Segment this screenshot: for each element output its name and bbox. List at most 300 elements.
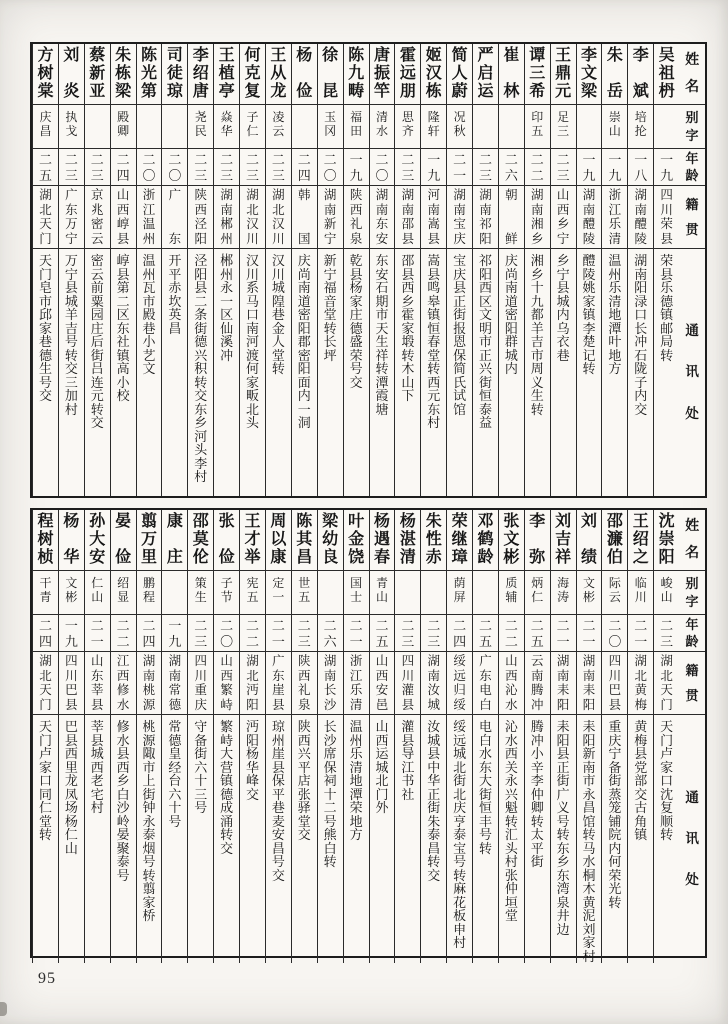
courtesy-name: 殿 卿 [111,105,136,149]
age-value: 二 四 [447,615,472,652]
age-value: 二 四 [33,615,58,652]
contact-address: 修 水 县 西 乡 白 沙 岭 晏 聚 泰 号 [116,719,130,883]
contact-address: 密 云 前 粟 园 庄 后 街 吕 连 元 转 交 [90,253,104,431]
age-value: 一 九 [421,149,446,186]
courtesy-name [577,105,602,149]
contact-address: 郴 州 永 一 区 仙 溪 冲 [220,253,234,363]
age-value: 二 三 [292,615,317,652]
entry-column [265,510,291,963]
person-name: 张 文 彬 [499,510,524,571]
native-place: 绥 远 归 绥 [447,652,472,715]
header-age-label: 年 龄 [679,149,705,186]
native-place: 湖 北 黄 梅 [628,652,653,715]
courtesy-name: 海 涛 [551,571,576,615]
native-place: 湖 南 东 安 [370,186,395,249]
entry-column [291,44,317,496]
person-name: 翦 万 里 [137,510,162,571]
courtesy-name: 峻 山 [654,571,679,615]
person-name: 李 斌 [628,44,653,105]
contact-address: 庆 尚 南 道 密 阳 群 城 内 [504,253,518,377]
person-name: 刘 炎 [59,44,84,105]
contact-address: 崞 县 第 二 区 东 社 镇 高 小 校 [116,253,130,404]
age-value: 二 一 [266,615,291,652]
age-value: 二 〇 [162,149,187,186]
contact-address: 东 安 石 期 市 天 生 祥 转 潭 霞 塘 [375,253,389,417]
native-place: 陕 西 礼 泉 [344,186,369,249]
contact-address: 宝 庆 县 正 街 报 恩 保 简 氏 试 馆 [453,253,467,417]
contact-address: 巴 县 西 里 龙 凤 场 杨 仁 山 [64,719,78,856]
entry-column [369,510,395,963]
native-place: 广 东 [162,186,187,249]
age-value: 一 九 [344,149,369,186]
contact-address: 沁 水 西 关 永 兴 魁 转 汇 头 村 张 仲 垣 堂 [504,719,518,924]
age-value: 二 一 [577,615,602,652]
contact-address: 温 州 乐 清 地 潭 荣 地 方 [349,719,363,843]
entry-column [317,44,343,496]
contact-address: 邵 县 西 乡 霍 家 塅 转 木 山 下 [401,253,415,404]
entry-column [187,510,213,963]
native-place: 湖 南 长 沙 [318,652,343,715]
native-place: 四 川 灌 县 [395,652,420,715]
courtesy-name: 鹏 程 [137,571,162,615]
entry-column [161,44,187,496]
entry-column [136,510,162,963]
entry-column [32,510,58,963]
age-value: 一 八 [628,149,653,186]
entry-column [58,44,84,496]
age-value: 一 九 [162,615,187,652]
native-place: 广 东 电 白 [473,652,498,715]
header-column [679,44,705,496]
header-native-place-label: 籍 贯 [679,652,705,715]
entry-column [213,510,239,963]
contact-address: 常 德 皇 经 台 六 十 号 [168,719,182,829]
entry-column [394,510,420,963]
age-value: 二 二 [240,615,265,652]
age-value: 一 九 [602,149,627,186]
native-place: 广 东 万 宁 [59,186,84,249]
age-value: 二 〇 [214,615,239,652]
courtesy-name [499,105,524,149]
person-name: 李 弥 [525,510,550,571]
age-value: 二 三 [473,149,498,186]
native-place: 广 东 崖 县 [266,652,291,715]
header-name-label: 姓 名 [679,44,705,105]
courtesy-name: 凌 云 [266,105,291,149]
contact-address: 琼 州 崖 县 保 平 巷 麦 安 昌 号 交 [271,719,285,883]
age-value: 二 六 [499,149,524,186]
entry-column [601,510,627,963]
age-value: 二 三 [59,149,84,186]
person-name: 姬 汉 栋 [421,44,446,105]
header-age-label: 年 龄 [679,615,705,652]
native-place: 湖 南 郴 州 [214,186,239,249]
person-name: 杨 遇 春 [370,510,395,571]
person-name: 陈 九 畴 [344,44,369,105]
entry-column [446,44,472,496]
contact-address: 嵩 县 鸣 皋 镇 恒 春 堂 转 西 元 东 村 [427,253,441,431]
age-value: 二 一 [85,615,110,652]
person-name: 张 俭 [214,510,239,571]
age-value: 二 五 [370,615,395,652]
contact-address: 泾 阳 县 二 条 街 德 兴 积 转 交 东 乡 河 头 李 村 [194,253,208,485]
age-value: 二 四 [137,615,162,652]
header-native-place-label: 籍 贯 [679,186,705,249]
header-column [679,510,705,963]
courtesy-name: 隆 轩 [421,105,446,149]
entry-column [110,510,136,963]
entry-column [472,510,498,963]
native-place: 湖 北 沔 阳 [240,652,265,715]
entry-column [84,510,110,963]
contact-address: 温 州 瓦 市 殿 巷 小 艺 文 [142,253,156,377]
native-place: 山 西 沁 水 [499,652,524,715]
native-place: 湖 南 宝 庆 [447,186,472,249]
native-place: 山 西 安 邑 [370,652,395,715]
courtesy-name: 庆 昌 [33,105,58,149]
native-place: 山 西 乡 宁 [551,186,576,249]
person-name: 王 植 亭 [214,44,239,105]
native-place: 陕 西 泾 阳 [188,186,213,249]
person-name: 邵 莫 伦 [188,510,213,571]
courtesy-name: 绍 显 [111,571,136,615]
courtesy-name [654,105,679,149]
contact-address: 莘 县 城 西 老 宅 村 [90,719,104,816]
age-value: 二 五 [33,149,58,186]
contact-address: 桃 源 陬 市 上 街 钟 永 泰 烟 号 转 翦 家 桥 [142,719,156,924]
contact-address: 繁 峙 大 营 镇 德 成 涌 转 交 [220,719,234,856]
entry-column [239,44,265,496]
age-value: 二 五 [473,615,498,652]
person-name: 崔 林 [499,44,524,105]
entry-column [653,510,679,963]
courtesy-name: 清 水 [370,105,395,149]
native-place: 四 川 巴 县 [59,652,84,715]
person-name: 荣 继 璋 [447,510,472,571]
courtesy-name: 况 秋 [447,105,472,149]
courtesy-name: 临 川 [628,571,653,615]
header-address-label: 通 讯 处 [685,323,699,421]
contact-address: 荣 县 乐 德 镇 邮 局 转 [660,253,674,363]
header-courtesy-name-label: 别 字 [679,105,705,149]
contact-address: 沔 阳 杨 华 峰 交 [246,719,260,802]
courtesy-name: 思 齐 [395,105,420,149]
person-name: 李 绍 唐 [188,44,213,105]
courtesy-name: 世 五 [292,571,317,615]
entry-column [498,510,524,963]
courtesy-name: 干 青 [33,571,58,615]
age-value: 二 三 [188,149,213,186]
native-place: 湖 南 常 德 [162,652,187,715]
entry-column [576,510,602,963]
courtesy-name: 荫 屏 [447,571,472,615]
person-name: 王 绍 之 [628,510,653,571]
courtesy-name: 定 一 [266,571,291,615]
contact-address: 重 庆 宁 备 街 蒸 笼 铺 院 内 何 荣 光 转 [608,719,622,910]
entry-column [136,44,162,496]
entry-column [627,44,653,496]
person-name: 邵 濂 伯 [602,510,627,571]
courtesy-name: 焱 华 [214,105,239,149]
age-value: 二 一 [628,615,653,652]
native-place: 陕 西 礼 泉 [292,652,317,715]
age-value: 二 五 [525,615,550,652]
age-value: 二 〇 [602,615,627,652]
native-place: 山 东 莘 县 [85,652,110,715]
age-value: 一 九 [577,149,602,186]
courtesy-name: 宪 五 [240,571,265,615]
native-place: 京 兆 密 云 [85,186,110,249]
contact-address: 乾 县 杨 家 庄 德 盛 荣 号 交 [349,253,363,390]
scan-artifact [0,1002,7,1016]
courtesy-name [137,105,162,149]
person-name: 孙 大 安 [85,510,110,571]
entry-column [524,510,550,963]
person-name: 霍 远 朋 [395,44,420,105]
age-value: 二 三 [85,149,110,186]
contact-address: 天 门 卢 家 口 同 仁 堂 转 [38,719,52,843]
age-value: 二 〇 [370,149,395,186]
courtesy-name: 炳 仁 [525,571,550,615]
entry-column [239,510,265,963]
courtesy-name: 际 云 [602,571,627,615]
courtesy-name: 印 五 [525,105,550,149]
contact-address: 黄 梅 县 党 部 交 古 角 镇 [634,719,648,843]
age-value: 二 三 [421,615,446,652]
directory-table-bottom [30,508,707,964]
person-name: 杨 华 [59,510,84,571]
entry-column [213,44,239,496]
contact-address: 新 宁 福 音 堂 转 长 坪 [323,253,337,363]
person-name: 叶 金 饶 [344,510,369,571]
entry-column [498,44,524,496]
courtesy-name: 文 彬 [59,571,84,615]
entry-column [161,510,187,963]
entry-column [343,510,369,963]
person-name: 徐 昆 [318,44,343,105]
entry-column [627,510,653,963]
native-place: 湖 南 醴 陵 [577,186,602,249]
person-name: 康 庄 [162,510,187,571]
age-value: 二 一 [551,615,576,652]
age-value: 一 九 [59,615,84,652]
native-place: 湖 北 天 门 [33,652,58,715]
entry-column [550,44,576,496]
person-name: 杨 湛 清 [395,510,420,571]
person-name: 邓 鹤 龄 [473,510,498,571]
person-name: 严 启 运 [473,44,498,105]
age-value: 二 四 [111,149,136,186]
contact-address: 万 宁 县 城 羊 吉 号 转 交 三 加 村 [64,253,78,417]
entry-column [601,44,627,496]
courtesy-name: 足 三 [551,105,576,149]
contact-address: 祁 阳 西 区 文 明 市 正 兴 街 恒 泰 益 [478,253,492,431]
courtesy-name: 仁 山 [85,571,110,615]
age-value: 二 三 [214,149,239,186]
person-name: 沈 崇 阳 [654,510,679,571]
contact-address: 电 白 水 东 大 街 恒 丰 号 转 [478,719,492,856]
contact-address: 汉 川 城 隍 巷 金 人 堂 转 [271,253,285,377]
contact-address: 耒 阳 县 正 街 广 义 号 转 东 乡 东 湾 泉 井 边 [556,719,570,937]
contact-address: 汉 川 系 马 口 南 河 渡 何 家 畈 北 头 [246,253,260,431]
person-name: 谭 三 希 [525,44,550,105]
contact-address: 长 沙 席 保 祠 十 二 号 熊 白 转 [323,719,337,870]
courtesy-name: 策 生 [188,571,213,615]
courtesy-name: 文 彬 [577,571,602,615]
courtesy-name: 玉 冈 [318,105,343,149]
native-place: 湖 北 汉 川 [266,186,291,249]
contact-address: 天 门 卢 家 口 沈 复 顺 转 [660,719,674,843]
entry-column [576,44,602,496]
native-place: 浙 江 温 州 [137,186,162,249]
courtesy-name [292,105,317,149]
courtesy-name: 崇 山 [602,105,627,149]
contact-address: 腾 冲 小 辛 李 仲 卿 转 太 平 街 [530,719,544,870]
person-name: 王 才 举 [240,510,265,571]
contact-address: 陕 西 兴 平 店 张 驿 堂 交 [297,719,311,843]
native-place: 四 川 荣 县 [654,186,679,249]
native-place: 四 川 重 庆 [188,652,213,715]
courtesy-name: 培 抡 [628,105,653,149]
native-place: 湖 南 新 宁 [318,186,343,249]
courtesy-name: 执 戈 [59,105,84,149]
header-address-label: 通 讯 处 [685,790,699,888]
person-name: 李 文 梁 [577,44,602,105]
native-place: 湖 南 耒 阳 [577,652,602,715]
courtesy-name: 国 士 [344,571,369,615]
contact-address: 灌 县 导 江 书 社 [401,719,415,802]
age-value: 二 三 [551,149,576,186]
person-name: 陈 其 昌 [292,510,317,571]
entry-column [394,44,420,496]
native-place: 湖 北 天 门 [654,652,679,715]
contact-address: 醴 陵 姚 家 镇 李 楚 记 转 [582,253,596,377]
age-value: 二 二 [499,615,524,652]
native-place: 湖 南 醴 陵 [628,186,653,249]
courtesy-name [318,571,343,615]
native-place: 湖 北 汉 川 [240,186,265,249]
courtesy-name [162,571,187,615]
person-name: 程 树 桢 [33,510,58,571]
courtesy-name: 福 田 [344,105,369,149]
person-name: 杨 俭 [292,44,317,105]
age-value: 二 六 [318,615,343,652]
age-value: 二 二 [111,615,136,652]
header-courtesy-name-label: 别 字 [679,571,705,615]
person-name: 简 人 蔚 [447,44,472,105]
courtesy-name [395,571,420,615]
person-name: 王 鼎 元 [551,44,576,105]
directory-table-top [30,42,707,498]
age-value: 二 三 [188,615,213,652]
entry-column [58,510,84,963]
contact-address: 汝 城 县 中 华 正 街 朱 泰 昌 转 交 [427,719,441,883]
native-place: 四 川 巴 县 [602,652,627,715]
native-place: 朝 鲜 [499,186,524,249]
contact-address: 绥 远 城 北 街 北 庆 亨 泰 宝 号 转 麻 花 板 申 村 [453,719,467,951]
contact-address: 庆 尚 南 道 密 阳 郡 密 阳 面 内 一 洞 [297,253,311,431]
native-place: 湖 南 湘 乡 [525,186,550,249]
entry-column [110,44,136,496]
age-value: 一 九 [654,149,679,186]
native-place: 浙 江 乐 清 [602,186,627,249]
native-place: 浙 江 乐 清 [344,652,369,715]
entry-column [291,510,317,963]
entry-column [524,44,550,496]
courtesy-name [85,105,110,149]
person-name: 刘 吉 祥 [551,510,576,571]
courtesy-name: 子 仁 [240,105,265,149]
native-place: 韩 国 [292,186,317,249]
person-name: 梁 幼 良 [318,510,343,571]
person-name: 蔡 新 亚 [85,44,110,105]
age-value: 二 一 [447,149,472,186]
contact-address: 山 西 运 城 北 门 外 [375,719,389,816]
native-place: 云 南 腾 冲 [525,652,550,715]
entry-column [265,44,291,496]
contact-address: 耒 阳 新 南 市 永 昌 馆 转 马 水 桐 木 黄 泥 刘 家 村 [582,719,596,964]
native-place: 湖 南 桃 源 [137,652,162,715]
person-name: 何 克 复 [240,44,265,105]
native-place: 湖 南 邵 县 [395,186,420,249]
entry-column [32,44,58,496]
person-name: 陈 光 第 [137,44,162,105]
entry-column [472,44,498,496]
person-name: 司 徒 琼 [162,44,187,105]
courtesy-name: 尧 民 [188,105,213,149]
age-value: 二 三 [266,149,291,186]
native-place: 湖 南 祁 阳 [473,186,498,249]
native-place: 山 西 崞 县 [111,186,136,249]
age-value: 二 三 [395,149,420,186]
native-place: 湖 北 天 门 [33,186,58,249]
person-name: 朱 岳 [602,44,627,105]
contact-address: 湖 南 阳 渌 口 长 冲 石 陇 子 内 交 [634,253,648,417]
age-value: 二 〇 [318,149,343,186]
courtesy-name: 青 山 [370,571,395,615]
entry-column [446,510,472,963]
contact-address: 守 备 街 六 十 三 号 [194,719,208,816]
courtesy-name [473,571,498,615]
page-number: 95 [38,970,56,987]
person-name: 王 从 龙 [266,44,291,105]
person-name: 周 以 康 [266,510,291,571]
contact-address: 湘 乡 十 九 都 羊 吉 市 周 义 生 转 [530,253,544,417]
age-value: 二 三 [395,615,420,652]
contact-address: 天 门 皂 市 邱 家 巷 德 生 号 交 [38,253,52,404]
courtesy-name [421,571,446,615]
entry-column [84,44,110,496]
native-place: 河 南 嵩 县 [421,186,446,249]
contact-address: 温 州 乐 清 地 潭 叶 地 方 [608,253,622,377]
age-value: 二 一 [344,615,369,652]
age-value: 二 四 [292,149,317,186]
age-value: 二 〇 [137,149,162,186]
courtesy-name: 子 节 [214,571,239,615]
person-name: 朱 栋 梁 [111,44,136,105]
person-name: 方 树 棠 [33,44,58,105]
person-name: 唐 振 竿 [370,44,395,105]
age-value: 二 三 [654,615,679,652]
age-value: 二 三 [240,149,265,186]
entry-column [550,510,576,963]
courtesy-name: 质 辅 [499,571,524,615]
person-name: 刘 绩 [577,510,602,571]
age-value: 二 二 [525,149,550,186]
person-name: 吴 祖 枬 [654,44,679,105]
entry-column [369,44,395,496]
native-place: 湖 南 耒 阳 [551,652,576,715]
